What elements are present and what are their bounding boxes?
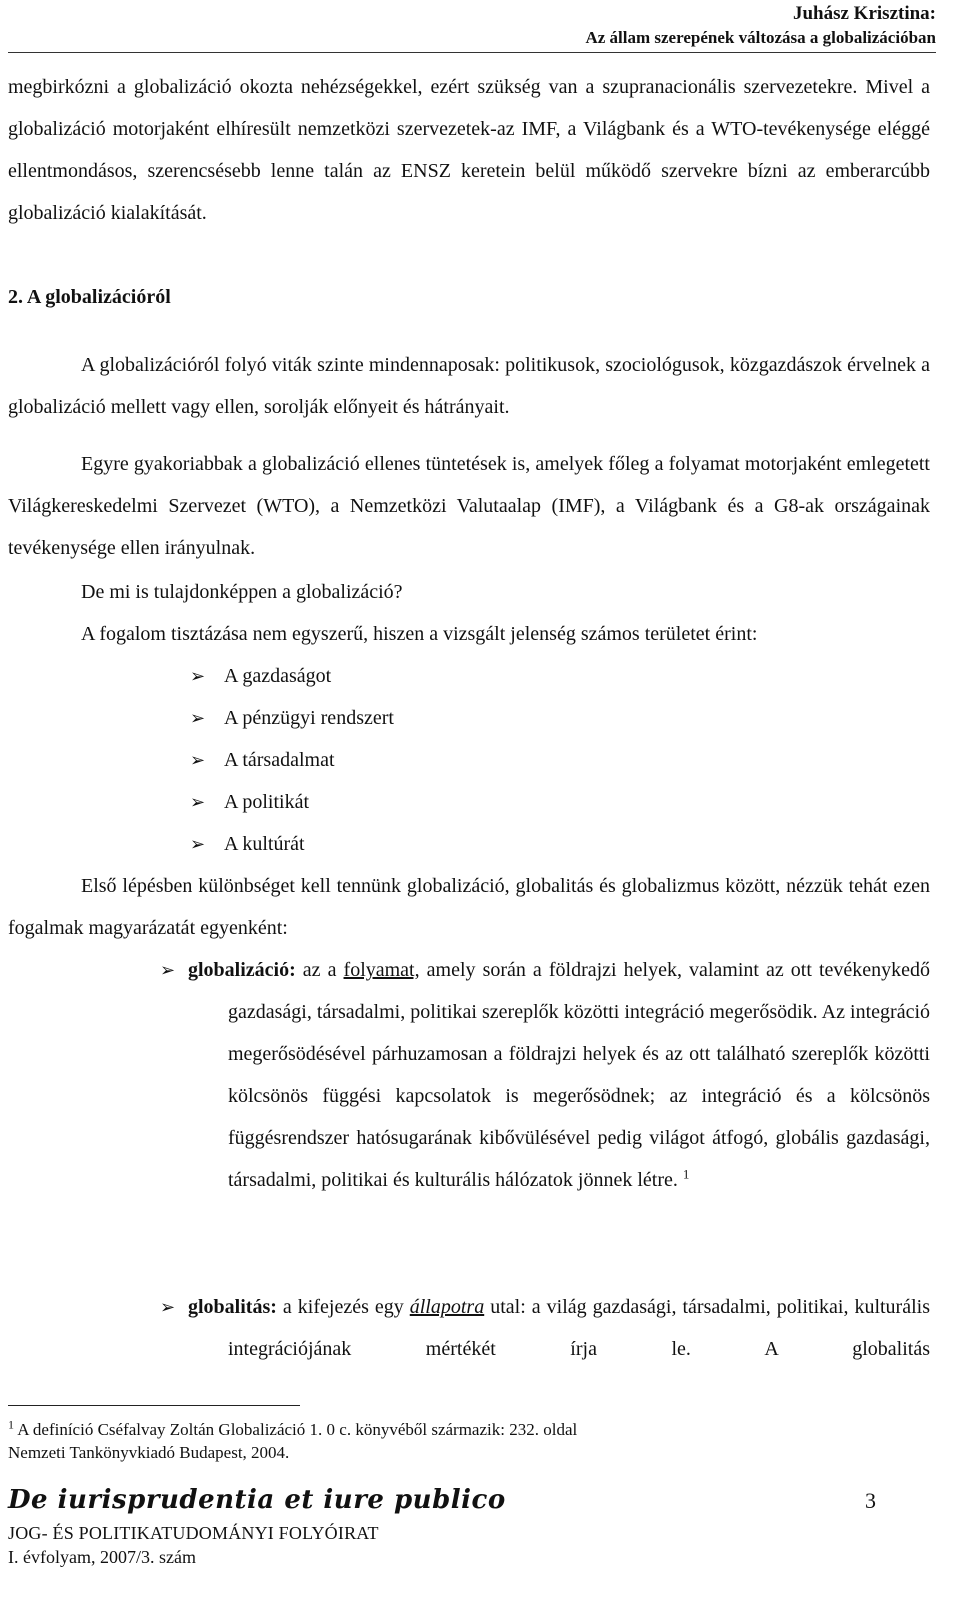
section-heading: 2. A globalizációról [8, 286, 171, 308]
list-item-label: A kultúrát [224, 833, 305, 855]
list-item [190, 781, 394, 823]
footnote-line-1 [8, 1418, 908, 1441]
list-item-label: A pénzügyi rendszert [224, 707, 394, 729]
footnote-line-2: Nemzeti Tankönyvkiadó Budapest, 2004. [8, 1443, 290, 1462]
arrow-bullet-icon: ➢ [190, 666, 206, 686]
footnote-mark: 1 [8, 1417, 14, 1432]
definition-term: globalizáció: [188, 959, 296, 981]
definition-before: a kifejezés egy [276, 1296, 410, 1318]
definition-before: az a [295, 959, 337, 981]
definition-body: utal: a világ gazdasági, társadalmi, politikai, kulturális integrációjának mértékét írja le. A globalitás [228, 1296, 930, 1360]
definition-body: amely során a földrajzi helyek, valamint az ott tevékenykedő gazdasági, társadalmi, politikai szereplők közötti integráció megerősödik. Az integráció megerősödésével párhuzamosan a földrajzi helyek és az ott található szereplők közötti kölcsönös függési kapcsolatok is megerősödnek; az integráció és a kölcsönös függésrendszer hatósugarának kibővülésével pedig világot átfogó, globális gazdasági, társadalmi, politikai és kulturális hálózatok jönnek létre. [228, 959, 931, 1191]
arrow-bullet-icon: ➢ [160, 960, 176, 980]
definition-emphasis: állapotra [409, 1296, 485, 1318]
areas-list [190, 655, 394, 865]
footnote-rule [8, 1405, 300, 1406]
running-header [585, 2, 936, 50]
list-item-label: A gazdaságot [224, 665, 332, 687]
journal-subtitle: JOG- ÉS POLITIKATUDOMÁNYI FOLYÓIRAT [8, 1523, 379, 1543]
header-title: Az állam szerepének változása a globalizációban [585, 28, 936, 47]
arrow-bullet-icon: ➢ [190, 792, 206, 812]
paragraph-debates: A globalizációról folyó viták szinte mindennaposak: politikusok, szociológusok, közgazdászok érvelnek a globalizáció mellett vagy ellen, sorolják előnyeit és hátrányait. [8, 354, 930, 418]
areas-intro-line: A fogalom tisztázása nem egyszerű, hiszen a vizsgált jelenség számos területet érint: [81, 623, 758, 645]
footnote-reference[interactable]: 1 [682, 1166, 690, 1182]
header-author: Juhász Krisztina: [792, 3, 936, 24]
paragraph-protests: Egyre gyakoriabbak a globalizáció ellenes tüntetések is, amelyek főleg a folyamat motorjaként emlegetett Világkereskedelmi Szervezet (WTO), a Nemzetközi Valutaalap (IMF), a Világbank és a G8-ak országainak tevékenysége ellen irányulnak. [8, 453, 930, 559]
definition-term: globalitás: [188, 1296, 277, 1318]
arrow-bullet-icon: ➢ [190, 708, 206, 728]
journal-issue: I. évfolyam, 2007/3. szám [8, 1547, 196, 1567]
header-rule [8, 52, 936, 53]
list-item-label: A politikát [224, 791, 309, 813]
paragraph-concepts: Első lépésben különbséget kell tennünk globalizáció, globalitás és globalizmus között, nézzük tehát ezen fogalmak magyarázatát egyenként: [8, 875, 930, 939]
journal-title: De iurisprudentia et iure publico [8, 1485, 506, 1515]
question-line: De mi is tulajdonképpen a globalizáció? [81, 581, 403, 603]
definition-emphasis: folyamat, [343, 959, 420, 981]
definition-text [188, 949, 931, 1201]
list-item [190, 655, 394, 697]
arrow-bullet-icon: ➢ [190, 750, 206, 770]
list-item [190, 739, 394, 781]
list-item-label: A társadalmat [224, 749, 335, 771]
definition-globalitas [160, 1286, 930, 1370]
list-item [190, 823, 394, 865]
arrow-bullet-icon: ➢ [190, 834, 206, 854]
paragraph-intro: megbirkózni a globalizáció okozta nehézségekkel, ezért szükség van a szupranacionális szervezetekre. Mivel a globalizáció motorjaként elhíresült nemzetközi szervezetek-az IMF, a Világbank és a WTO-tevékenysége eléggé ellentmondásos, szerencsésebb lenne talán az ENSZ keretein belül működő szervekre bízni az emberarcúbb globalizáció kialakítását. [8, 76, 930, 224]
definition-globalizacio [160, 949, 930, 1201]
arrow-bullet-icon: ➢ [160, 1297, 176, 1317]
page-number: 3 [865, 1488, 876, 1513]
definition-text [188, 1286, 930, 1370]
footnote [8, 1418, 908, 1464]
footnote-text: A definíció Cséfalvay Zoltán Globalizáció 1. 0 c. könyvéből származik: 232. oldal [14, 1420, 578, 1439]
list-item [190, 697, 394, 739]
